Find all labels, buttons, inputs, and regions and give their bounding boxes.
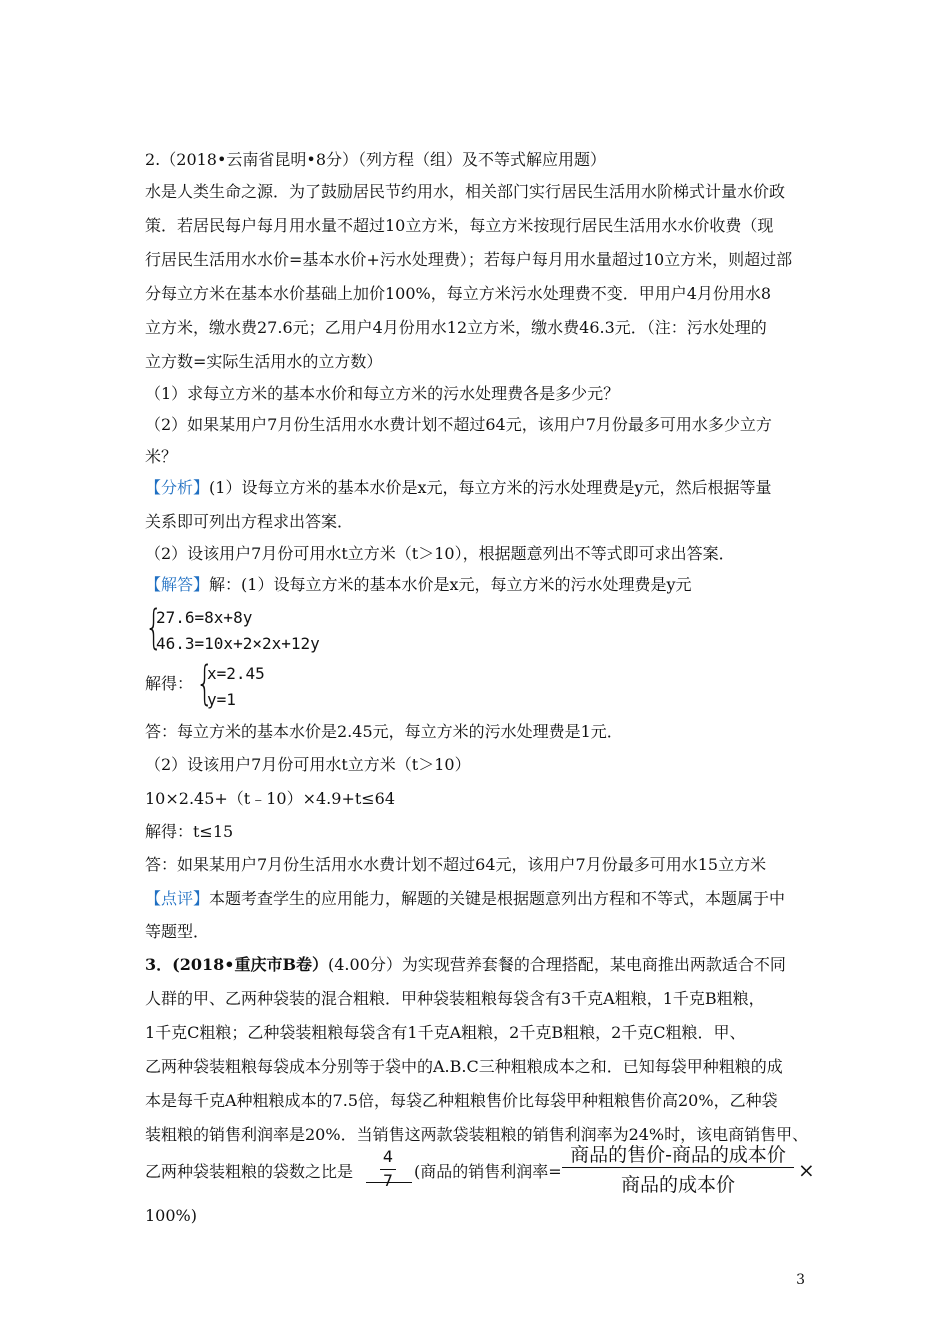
solution-system-brace: { <box>196 656 214 710</box>
page-number: 3 <box>796 1272 805 1288</box>
analysis-text-cont: 关系即可列出方程求出答案． <box>145 512 354 531</box>
q3-first-line <box>145 955 786 975</box>
answer-1: 答：每立方米的基本水价是2.45元，每立方米的污水处理费是1元． <box>145 722 623 741</box>
analysis-part-2: （2）设该用户7月份可用水t立方米（t＞10），根据题意列出不等式即可求出答案． <box>145 544 735 563</box>
q3-text: (4.00分）为实现营养套餐的合理搭配，某电商推出两款适合不同 <box>328 955 786 974</box>
q2-text-line: 策．若居民每户每月用水量不超过10立方米，每立方米按现行居民生活用水水价收费（现 <box>145 216 774 235</box>
q2-text-line: 分每立方米在基本水价基础上加价100%，每立方米污水处理费不变．甲用户4月份用水8 <box>145 284 772 303</box>
equation-2: 46.3=10x+2×2x+12y <box>156 634 320 653</box>
answer-fraction-denominator: 7 <box>382 1171 394 1190</box>
solution-y: y=1 <box>207 690 236 709</box>
part-2-setup: （2）设该用户7月份可用水t立方米（t＞10） <box>145 755 471 774</box>
comment-tag: 【点评】 <box>145 889 210 908</box>
analysis-paragraph <box>145 478 772 498</box>
formula-numerator: 商品的售价-商品的成本价 <box>570 1144 786 1166</box>
comment-paragraph <box>145 889 785 909</box>
q3-text-line: 乙两种袋装粗粮每袋成本分别等于袋中的A.B.C三种粗粮成本之和．已知每袋甲种粗粮的成 <box>145 1057 783 1076</box>
inequality-solution: 解得：t≤15 <box>145 822 234 841</box>
answer-fraction-numerator: 4 <box>382 1147 394 1166</box>
analysis-tag: 【分析】 <box>145 478 210 497</box>
analysis-text: (1）设每立方米的基本水价是x元，每立方米的污水处理费是y元，然后根据等量 <box>209 478 772 497</box>
q2-text-line: 立方数=实际生活用水的立方数） <box>145 352 383 371</box>
q2-sub-question-2: （2）如果某用户7月份生活用水水费计划不超过64元，该用户7月份最多可用水多少立方 <box>145 415 772 434</box>
profit-rate-prefix: (商品的销售利润率= <box>414 1162 562 1181</box>
percent-suffix: 100%) <box>145 1206 197 1225</box>
q2-sub-question-2-cont: 米？ <box>145 447 178 466</box>
q2-text-line: 水是人类生命之源．为了鼓励居民节约用水，相关部门实行居民生活用水阶梯式计量水价政 <box>145 182 786 201</box>
solution-paragraph <box>145 575 692 595</box>
q2-text-line: 立方米，缴水费27.6元；乙用户4月份用水12立方米，缴水费46.3元．（注：污水处理的 <box>145 318 767 337</box>
solution-text: 解：(1）设每立方米的基本水价是x元，每立方米的污水处理费是y元 <box>209 575 692 594</box>
inequality: 10×2.45+（t﹣10）×4.9+t≤64 <box>145 789 396 808</box>
q2-sub-question-1: （1）求每立方米的基本水价和每立方米的污水处理费各是多少元？ <box>145 384 620 403</box>
q2-header: 2.（2018•云南省昆明•8分）（列方程（组）及不等式解应用题） <box>145 150 607 169</box>
q2-text-line: 行居民生活用水水价=基本水价+污水处理费）；若每户每月用水量超过10立方米，则超过部 <box>145 250 793 269</box>
formula-fraction-bar <box>562 1167 794 1168</box>
q3-text-line: 本是每千克A种粗粮成本的7.5倍，每袋乙种粗粮售价比每袋甲种粗粮售价高20%，乙种袋 <box>145 1091 778 1110</box>
q3-text-line: 装粗粮的销售利润率是20%．当销售这两款袋装粗粮的销售利润率为24%时，该电商销售甲、 <box>145 1125 809 1144</box>
solution-x: x=2.45 <box>207 664 265 683</box>
formula-denominator: 商品的成本价 <box>620 1174 735 1196</box>
q3-text-line: 人群的甲、乙两种袋装的混合粗粮．甲种袋装粗粮每袋含有3千克A粗粮，1千克B粗粮， <box>145 989 765 1008</box>
equation-system-brace: { <box>145 600 163 654</box>
answer-2: 答：如果某用户7月份生活用水水费计划不超过64元，该用户7月份最多可用水15立方米 <box>145 855 767 874</box>
solution-tag: 【解答】 <box>145 575 210 594</box>
comment-text: 本题考查学生的应用能力，解题的关键是根据题意列出方程和不等式，本题属于中 <box>209 889 786 908</box>
q3-text-line: 1千克C粗粮；乙种袋装粗粮每袋含有1千克A粗粮，2千克B粗粮，2千克C粗粮．甲、 <box>145 1023 746 1042</box>
comment-text-cont: 等题型． <box>145 922 210 941</box>
times-sign: × <box>798 1158 815 1182</box>
solve-label: 解得： <box>145 674 194 693</box>
q3-last-line-prefix: 乙两种袋装粗粮的袋数之比是 <box>145 1162 354 1181</box>
equation-1: 27.6=8x+8y <box>156 608 253 627</box>
q3-header: 3．(2018•重庆市B卷） <box>145 955 328 974</box>
answer-fraction-bar <box>380 1169 396 1170</box>
